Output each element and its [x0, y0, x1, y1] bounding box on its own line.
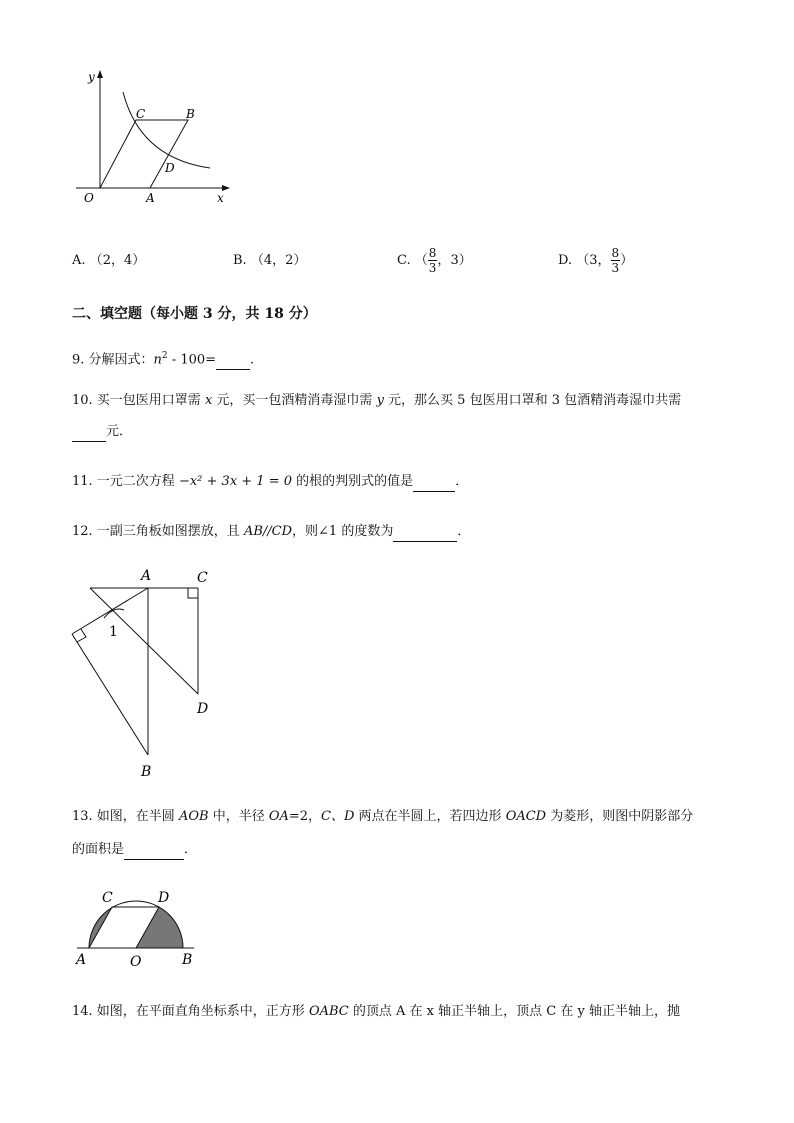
y-axis-arrow	[97, 70, 103, 78]
fraction-8-3: $\frac{8}{3}$	[428, 246, 437, 275]
label-d: D	[165, 161, 175, 175]
answer-blank[interactable]	[393, 527, 457, 542]
label-b: B	[182, 952, 193, 968]
answer-blank[interactable]	[413, 477, 455, 492]
question-13-line1: 13. 如图，在半圆 AOB 中，半径 OA=2，C、D 两点在半圆上，若四边形 OACD 为菱形，则图中阴影部分	[72, 809, 694, 824]
question-13-line2: 的面积是 ．	[72, 840, 197, 860]
answer-blank[interactable]	[216, 355, 250, 370]
label-c: C	[197, 570, 208, 586]
label-c: C	[102, 890, 113, 906]
question-9: 9. 分解因式：$n^2 - 100=$ .	[72, 346, 254, 370]
right-angle-mark-c	[188, 588, 198, 598]
label-a: A	[141, 568, 152, 584]
label-1: 1	[109, 624, 118, 640]
question-10-line2: 元．	[72, 422, 132, 442]
question-10-line1: 10. 买一包医用口罩需 x 元，买一包酒精消毒湿巾需 y 元，那么买 5 包医用口罩和 3 包酒精消毒湿巾共需	[72, 393, 682, 408]
label-a: A	[76, 952, 87, 968]
label-y: y	[88, 70, 95, 84]
label-o: O	[84, 191, 94, 205]
answer-blank[interactable]	[124, 845, 184, 860]
figure-semicircle-rhombus	[72, 886, 202, 972]
label-b: B	[186, 107, 195, 121]
figure-set-squares	[64, 562, 224, 784]
label-d: D	[158, 890, 170, 906]
angle-1-arc	[104, 609, 124, 618]
question-14: 14. 如图，在平面直角坐标系中，正方形 OABC 的顶点 A 在 x 轴正半轴上，顶点 C 在 y 轴正半轴上，抛	[72, 1004, 680, 1019]
choice-a[interactable]: A. （2，4）	[72, 253, 146, 268]
label-o: O	[130, 954, 142, 970]
hyperbola-curve	[123, 92, 210, 168]
figure-coordinate-parallelogram	[70, 64, 240, 214]
label-a: A	[146, 191, 155, 205]
parallelogram-oabc	[100, 120, 188, 188]
question-12: 12. 一副三角板如图摆放，且 AB//CD，则∠1 的度数为 ．	[72, 522, 470, 542]
right-angle-mark-left	[77, 629, 86, 642]
choice-c[interactable]: C. （ $\frac{8}{3}$ ，3）	[397, 246, 472, 275]
choice-b[interactable]: B. （4，2）	[233, 253, 307, 268]
label-x: x	[217, 191, 224, 205]
question-11: 11. 一元二次方程 −x² + 3x + 1 = 0 的根的判别式的值是 ．	[72, 472, 468, 492]
label-b: B	[141, 764, 152, 780]
choice-d[interactable]: D. （3， $\frac{8}{3}$ ）	[558, 246, 634, 275]
shaded-right	[136, 907, 183, 948]
label-d: D	[197, 701, 209, 717]
fraction-8-3: $\frac{8}{3}$	[611, 246, 620, 275]
section-heading: 二、填空题（每小题 3 分，共 18 分）	[72, 306, 317, 322]
answer-blank[interactable]	[72, 427, 106, 442]
label-c: C	[136, 107, 146, 121]
